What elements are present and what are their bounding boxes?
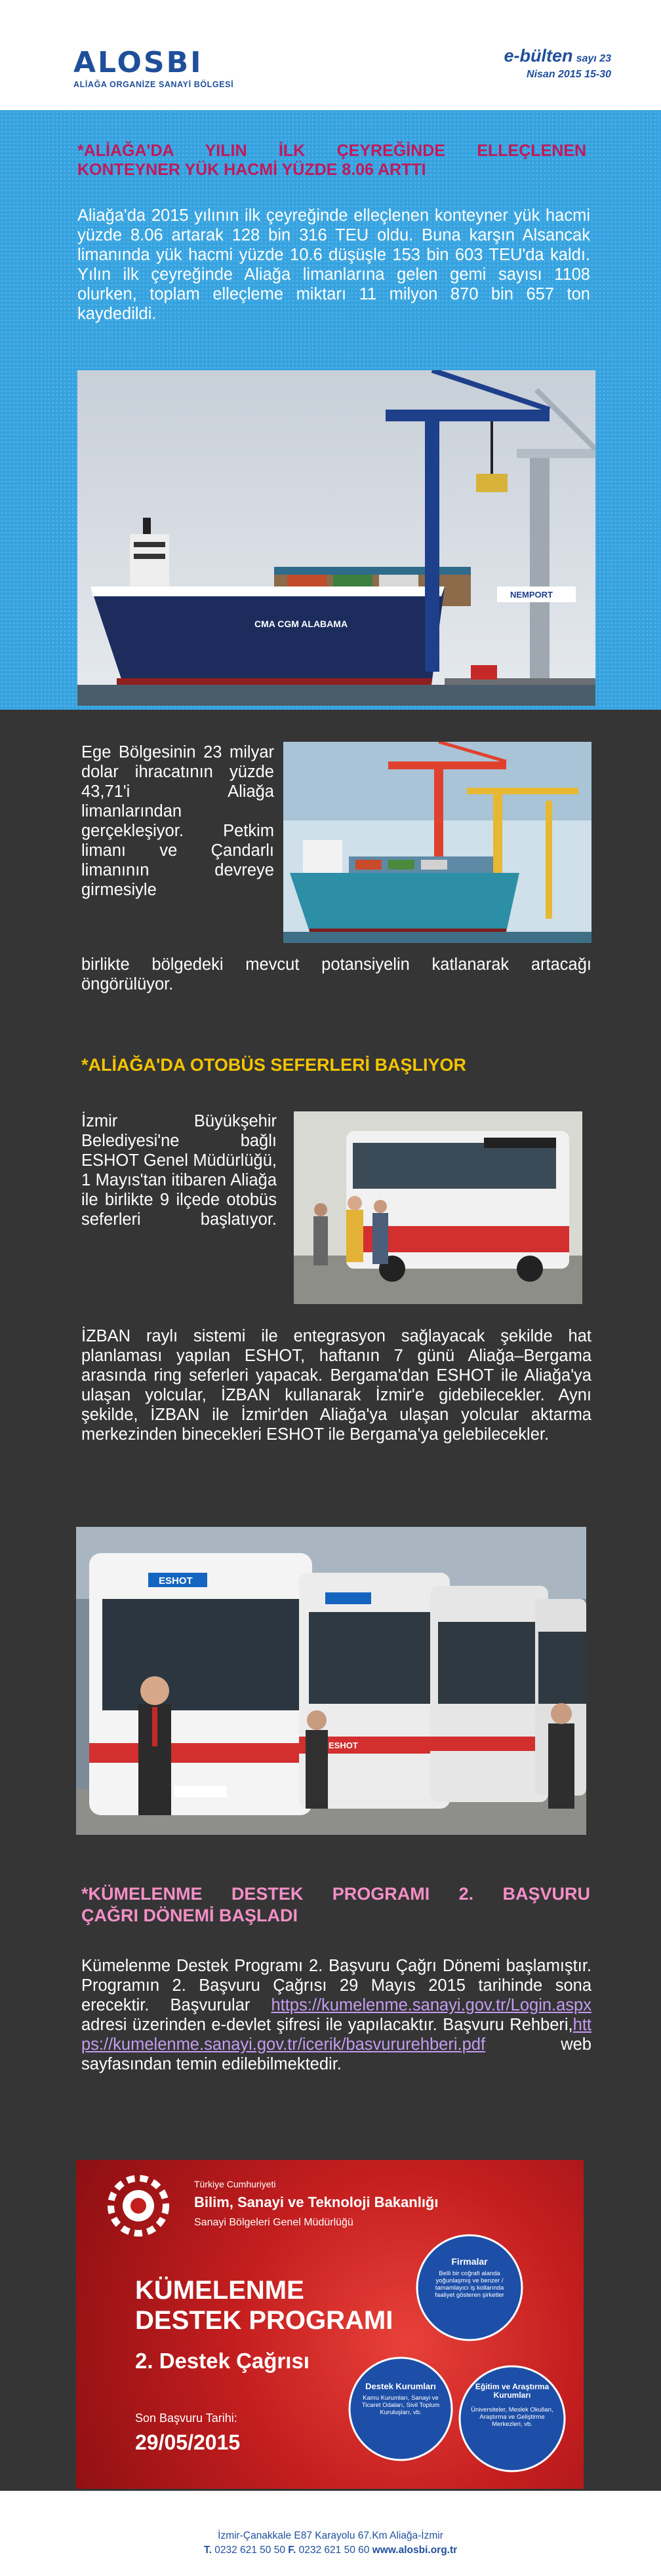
bubble-firms-title: Firmalar bbox=[451, 2256, 488, 2267]
bubble-support bbox=[350, 2358, 452, 2460]
article-body: Aliağa'da 2015 yılının ilk çeyreğinde elleçlenen konteyner yük hacmi yüzde 8.06 artarak 128 bin 316 TEU oldu. Buna karşın Alsancak limanında yük hacmi yüzde 10.6 düşüşle 153 bin 603 TEU'da kaldı. Yılın ilk çeyreğinde Aliağa limanlarına gelen gemi sayısı 1108 olurken, toplam elleçleme miktarı 11 milyon 870 bin 657 ton kaydedildi. bbox=[77, 206, 590, 323]
poster-illustration bbox=[76, 2160, 584, 2489]
bulletin-badge bbox=[504, 46, 611, 81]
bus-fleet-photo bbox=[76, 1527, 586, 1835]
footer-address: İzmir-Çanakkale E87 Karayolu 67.Km Aliağa-İzmir bbox=[218, 2530, 443, 2541]
issue-date: Nisan 2015 15-30 bbox=[527, 69, 611, 80]
article-title-clustering-program bbox=[81, 1883, 590, 1927]
bubble-support-text: Kamu Kurumları, Sanayi ve Ticaret Odaları, Sivil Toplum Kuruluşları, vb. bbox=[361, 2394, 440, 2416]
issue-number: sayı 23 bbox=[576, 53, 611, 64]
dark-content-area bbox=[0, 710, 661, 2491]
ship-dock-photo bbox=[283, 742, 591, 943]
bubble-firms bbox=[417, 2235, 522, 2340]
nemport-label: NEMPORT bbox=[510, 590, 553, 600]
port-crane-illustration bbox=[77, 370, 595, 706]
bus-label-1: ESHOT bbox=[159, 1575, 193, 1586]
fax-number: 0232 621 50 60 bbox=[298, 2545, 370, 2556]
article-container-port bbox=[0, 110, 661, 710]
poster-headline-line2: DESTEK PROGRAMI bbox=[135, 2306, 393, 2335]
clustering-body-end: web sayfasından temin edilebilmektedir. bbox=[81, 2035, 591, 2073]
login-link[interactable]: https://kumelenme.sanayi.gov.tr/Login.aspx bbox=[271, 1996, 591, 2014]
header bbox=[0, 0, 661, 110]
poster-ministry-line3: Sanayi Bölgeleri Genel Müdürlüğü bbox=[194, 2217, 353, 2228]
tel-label: T. bbox=[203, 2545, 212, 2556]
export-side-text: Ege Bölgesinin 23 milyar dolar ihracatının yüzde 43,71'i Aliağa limanlarından gerçekleşiyor. Petkim limanı ve Çandarlı limanının devreye girmesiyle bbox=[81, 743, 274, 899]
article3-title-line1: *KÜMELENME DESTEK PROGRAMI 2. BAŞVURU bbox=[81, 1884, 590, 1904]
bus-fleet-illustration bbox=[76, 1527, 586, 1835]
alosbi-logo[interactable] bbox=[73, 45, 264, 97]
bus-passengers-photo bbox=[294, 1111, 582, 1304]
clustering-body-middle: adresi üzerinden e-devlet şifresi ile yapılacaktır. Başvuru Rehberi, bbox=[81, 2016, 573, 2034]
bubble-firms-text: Belli bir coğrafi alanda yoğunlaşmış ve benzer / tamamlayıcı iş kollarında faaliyet gösteren şirketler bbox=[435, 2270, 504, 2299]
bubble-research bbox=[460, 2366, 565, 2471]
logo-subtitle: ALİAĞA ORGANİZE SANAYİ BÖLGESİ bbox=[73, 80, 234, 89]
poster-headline-line1: KÜMELENME bbox=[135, 2276, 304, 2305]
ship-dock-illustration bbox=[283, 742, 591, 943]
clustering-program-poster bbox=[76, 2160, 584, 2489]
bubble-research-title: Eğitim ve Araştırma Kurumları bbox=[475, 2383, 550, 2400]
port-crane-photo bbox=[77, 370, 595, 706]
poster-deadline-date: 29/05/2015 bbox=[135, 2431, 241, 2454]
bus-article-body: İZBAN raylı sistemi ile entegrasyon sağlayacak şekilde hat planlaması yapılan ESHOT, haftanın 7 günü Aliağa–Bergama arasında ring seferleri yapacak. Bergama'dan ESHOT ile Aliağa'ya ulaşan yolcular, İZBAN kullanarak İzmir'e gidebilecekler. Aynı şekilde, İZBAN ile İzmir'den Aliağa'ya ulaşan yolcular aktarma merkezinden binecekleri ESHOT ile Bergama'ya gelebilecekler. bbox=[81, 1327, 591, 1444]
bulletin-label: e-bülten bbox=[504, 46, 573, 66]
poster-ministry-line1: Türkiye Cumhuriyeti bbox=[194, 2179, 276, 2189]
article-title-container-volume bbox=[77, 142, 586, 180]
footer-contacts bbox=[0, 2545, 661, 2556]
bubble-support-title: Destek Kurumları bbox=[365, 2381, 436, 2391]
article-title-bus-services: *ALİAĞA'DA OTOBÜS SEFERLERİ BAŞLIYOR bbox=[81, 1055, 466, 1075]
ship-name-label: CMA CGM ALABAMA bbox=[254, 619, 348, 629]
footer bbox=[0, 2491, 661, 2576]
poster-headline-line3: 2. Destek Çağrısı bbox=[135, 2349, 310, 2373]
bus-side-text: İzmir Büyükşehir Belediyesi'ne bağlı ESHOT Genel Müdürlüğü, 1 Mayıs'tan itibaren Aliağa ile birlikte 9 ilçede otobüs seferleri başlatıyor. bbox=[81, 1112, 277, 1229]
bubble-research-text: Üniversiteler, Meslek Okulları, Araştırma ve Geliştirme Merkezleri, vb. bbox=[471, 2406, 553, 2428]
website-link[interactable]: www.alosbi.org.tr bbox=[372, 2545, 458, 2556]
article-title-line2: KONTEYNER YÜK HACMİ YÜZDE 8.06 ARTTI bbox=[77, 161, 426, 179]
ministry-gear-icon bbox=[111, 2178, 166, 2233]
bus-passengers-illustration bbox=[294, 1111, 582, 1304]
article3-title-line2: ÇAĞRI DÖNEMİ BAŞLADI bbox=[81, 1906, 298, 1925]
logo-wordmark: ALOSBI bbox=[73, 46, 203, 79]
tel-number: 0232 621 50 50 bbox=[214, 2545, 285, 2556]
article-title-line1: *ALİAĞA'DA YILIN İLK ÇEYREĞİNDE ELLEÇLENEN bbox=[77, 142, 586, 160]
clustering-body-intro: Kümelenme Destek Programı 2. Başvuru Çağrı Dönemi başlamıştır. Programın 2. Başvuru Çağrısı 29 Mayıs 2015 tarihinde sona erecektir. Başvurular bbox=[81, 1957, 591, 2014]
fax-label: F. bbox=[288, 2545, 296, 2556]
poster-deadline-label: Son Başvuru Tarihi: bbox=[135, 2412, 237, 2425]
bus-label-2: ESHOT bbox=[329, 1740, 358, 1750]
guide-pdf-link[interactable]: https://kumelenme.sanayi.gov.tr/icerik/basvururehberi.pdf bbox=[81, 2016, 591, 2054]
poster-ministry-line2: Bilim, Sanayi ve Teknoloji Bakanlığı bbox=[194, 2194, 439, 2210]
clustering-article-body bbox=[81, 1956, 591, 2074]
export-continuation-text: birlikte bölgedeki mevcut potansiyelin katlanarak artacağı öngörülüyor. bbox=[81, 955, 591, 993]
